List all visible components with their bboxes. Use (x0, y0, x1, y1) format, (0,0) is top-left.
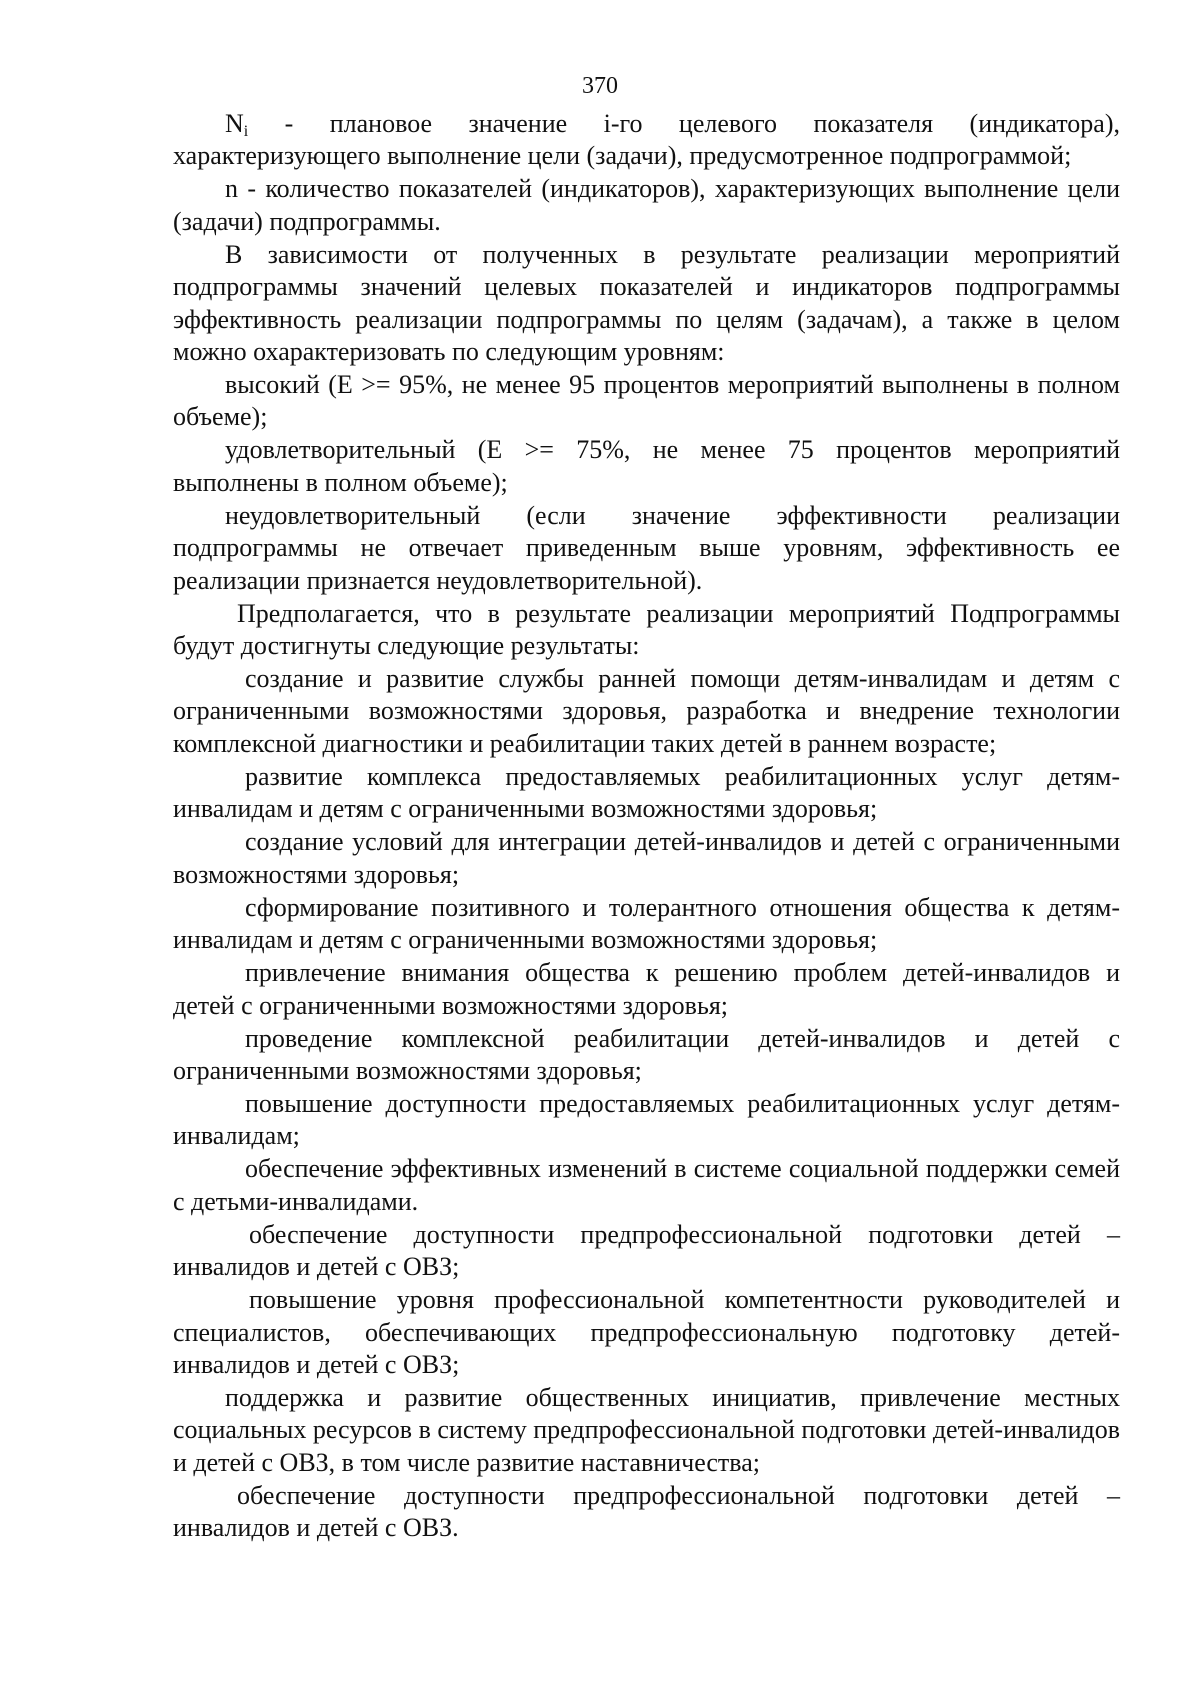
list-item-early-help-service: создание и развитие службы ранней помощи детям-инвалидам и детям с ограниченными возможностями здоровья, разработка и внедрение технологии комплексной диагностики и реабилитации таких детей в раннем возрасте; (173, 664, 1120, 758)
paragraph-level-high: высокий (E >= 95%, не менее 95 процентов мероприятий выполнены в полном объеме); (173, 370, 1120, 432)
document-body (173, 108, 1120, 1545)
paragraph-efficiency-levels-intro: В зависимости от полученных в результате реализации мероприятий подпрограммы значений целевых показателей и индикаторов подпрограммы эффективность реализации подпрограммы по целям (задачам), а также в целом можно охарактеризовать по следующим уровням: (173, 239, 1120, 367)
list-item-service-accessibility: повышение доступности предоставляемых реабилитационных услуг детям-инвалидам; (173, 1088, 1120, 1151)
ni-symbol: N (225, 109, 244, 138)
ni-definition-text: - плановое значение i-го целевого показателя (индикатора), характеризующего выполнение цели (задачи), предусмотренное подпрограммой; (173, 109, 1120, 171)
paragraph-level-satisfactory: удовлетворительный (E >= 75%, не менее 75 процентов мероприятий выполнены в полном объеме); (173, 435, 1120, 497)
list-item-specialist-competence: повышение уровня профессиональной компетентности руководителей и специалистов, обеспечивающих предпрофессиональную подготовку детей-инвалидов и детей с ОВЗ; (173, 1285, 1120, 1379)
paragraph-level-unsatisfactory: неудовлетворительный (если значение эффективности реализации подпрограммы не отвечает приведенным выше уровням, эффективность ее реализации признается неудовлетворительной). (173, 500, 1120, 595)
page-number: 370 (582, 73, 618, 99)
paragraph-n-definition: n - количество показателей (индикаторов), характеризующих выполнение цели (задачи) подпрограммы. (173, 174, 1120, 236)
list-item-complex-rehabilitation: проведение комплексной реабилитации детей-инвалидов и детей с ограниченными возможностями здоровья; (173, 1023, 1120, 1085)
list-item-integration-conditions: создание условий для интеграции детей-инвалидов и детей с ограниченными возможностями здоровья; (173, 827, 1120, 889)
ni-subscript: i (243, 123, 249, 140)
list-item-public-attention: привлечение внимания общества к решению проблем детей-инвалидов и детей с ограниченными возможностями здоровья; (173, 958, 1120, 1020)
list-item-social-support-changes: обеспечение эффективных изменений в системе социальной поддержки семей с детьми-инвалидами. (173, 1154, 1120, 1216)
list-item-preprofessional-access: обеспечение доступности предпрофессиональной подготовки детей – инвалидов и детей с ОВЗ; (173, 1219, 1120, 1282)
list-item-tolerant-attitude: сформирование позитивного и толерантного отношения общества к детям-инвалидам и детям с ограниченными возможностями здоровья; (173, 892, 1120, 955)
list-item-preprofessional-access-final: обеспечение доступности предпрофессиональной подготовки детей – инвалидов и детей с ОВЗ. (173, 1480, 1120, 1543)
list-item-rehab-services: развитие комплекса предоставляемых реабилитационных услуг детям-инвалидам и детям с ограниченными возможностями здоровья; (173, 761, 1120, 824)
list-item-public-initiatives: поддержка и развитие общественных инициатив, привлечение местных социальных ресурсов в систему предпрофессиональной подготовки детей-инвалидов и детей с ОВЗ, в том числе развитие наставничества; (173, 1382, 1120, 1477)
paragraph-expected-results-intro: Предполагается, что в результате реализации мероприятий Подпрограммы будут достигнуты следующие результаты: (173, 598, 1120, 661)
paragraph-ni-definition (173, 108, 1120, 173)
